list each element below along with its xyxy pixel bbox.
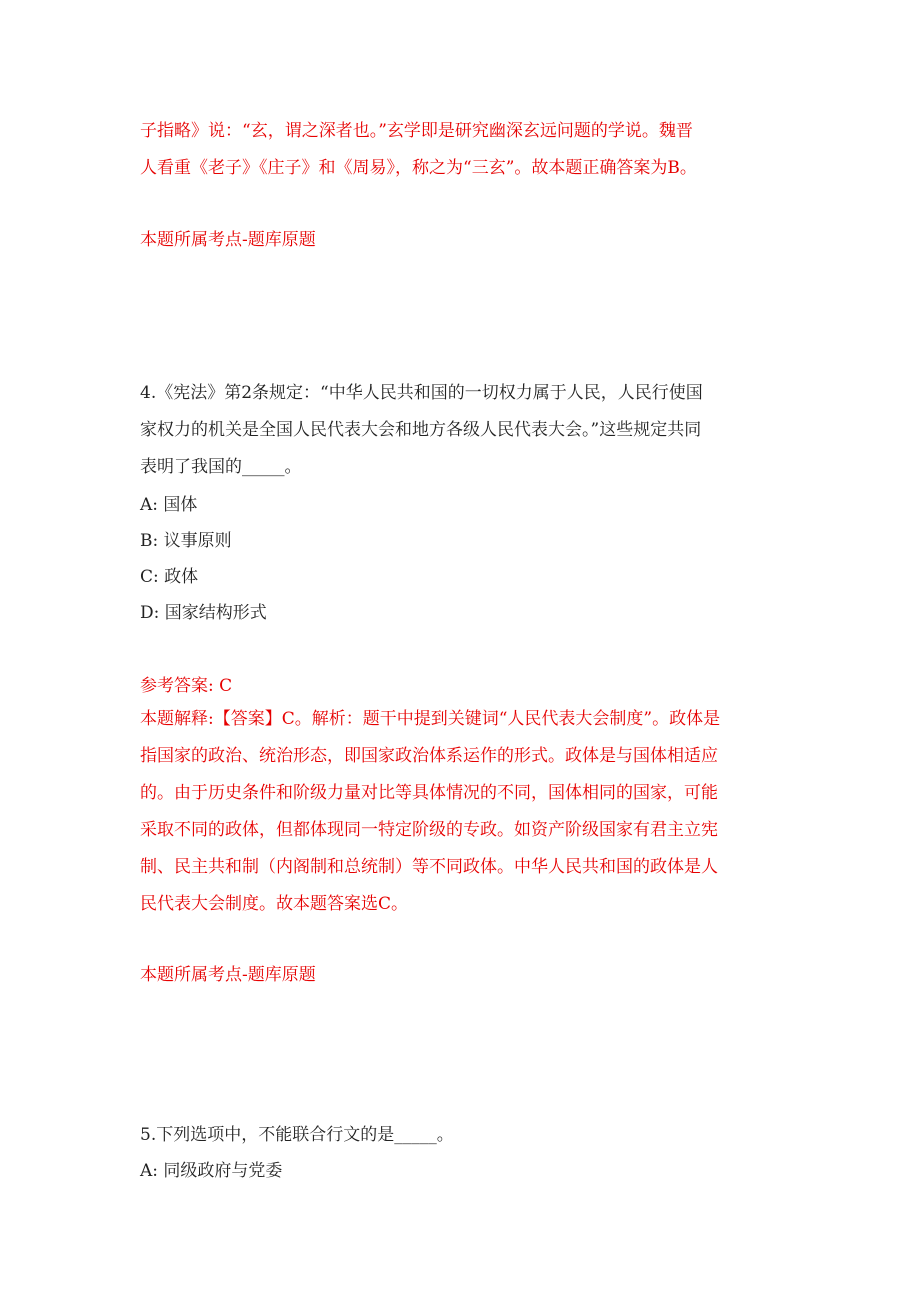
question4-option-c: C: 政体	[140, 567, 199, 587]
question4-stem-line: 家权力的机关是全国人民代表大会和地方各级人民代表大会。”这些规定共同	[140, 420, 702, 440]
question4-explanation-line: 的。由于历史条件和阶级力量对比等具体情况的不同，国体相同的国家，可能	[140, 783, 718, 803]
question4-option-d: D: 国家结构形式	[140, 603, 267, 623]
question5-option-a: A: 同级政府与党委	[140, 1161, 283, 1181]
question4-explanation-line: 采取不同的政体，但都体现同一特定阶级的专政。如资产阶级国家有君主立宪	[140, 820, 718, 840]
question4-stem-line: 表明了我国的_____。	[140, 457, 302, 477]
prev-explanation-line: 人看重《老子》《庄子》和《周易》，称之为“三玄”。故本题正确答案为B。	[140, 158, 697, 178]
question5-stem-line: 5.下列选项中，不能联合行文的是_____。	[140, 1125, 454, 1145]
question4-stem-line: 4.《宪法》第2条规定：“中华人民共和国的一切权力属于人民，人民行使国	[140, 383, 703, 403]
question4-source-tag: 本题所属考点-题库原题	[140, 965, 316, 985]
question4-explanation-line: 制、民主共和制（内阁制和总统制）等不同政体。中华人民共和国的政体是人	[140, 857, 718, 877]
question4-answer: 参考答案: C	[140, 676, 233, 696]
prev-explanation-line: 子指略》说：“玄，谓之深者也。”玄学即是研究幽深玄远问题的学说。魏晋	[140, 121, 693, 141]
prev-source-tag: 本题所属考点-题库原题	[140, 230, 316, 250]
question4-explanation-line: 民代表大会制度。故本题答案选C。	[140, 894, 409, 914]
question4-option-a: A: 国体	[140, 495, 198, 515]
question4-explanation-line: 本题解释:【答案】C。解析：题干中提到关键词“人民代表大会制度”。政体是	[140, 709, 721, 729]
question4-explanation-line: 指国家的政治、统治形态，即国家政治体系运作的形式。政体是与国体相适应	[140, 746, 718, 766]
question4-option-b: B: 议事原则	[140, 531, 232, 551]
